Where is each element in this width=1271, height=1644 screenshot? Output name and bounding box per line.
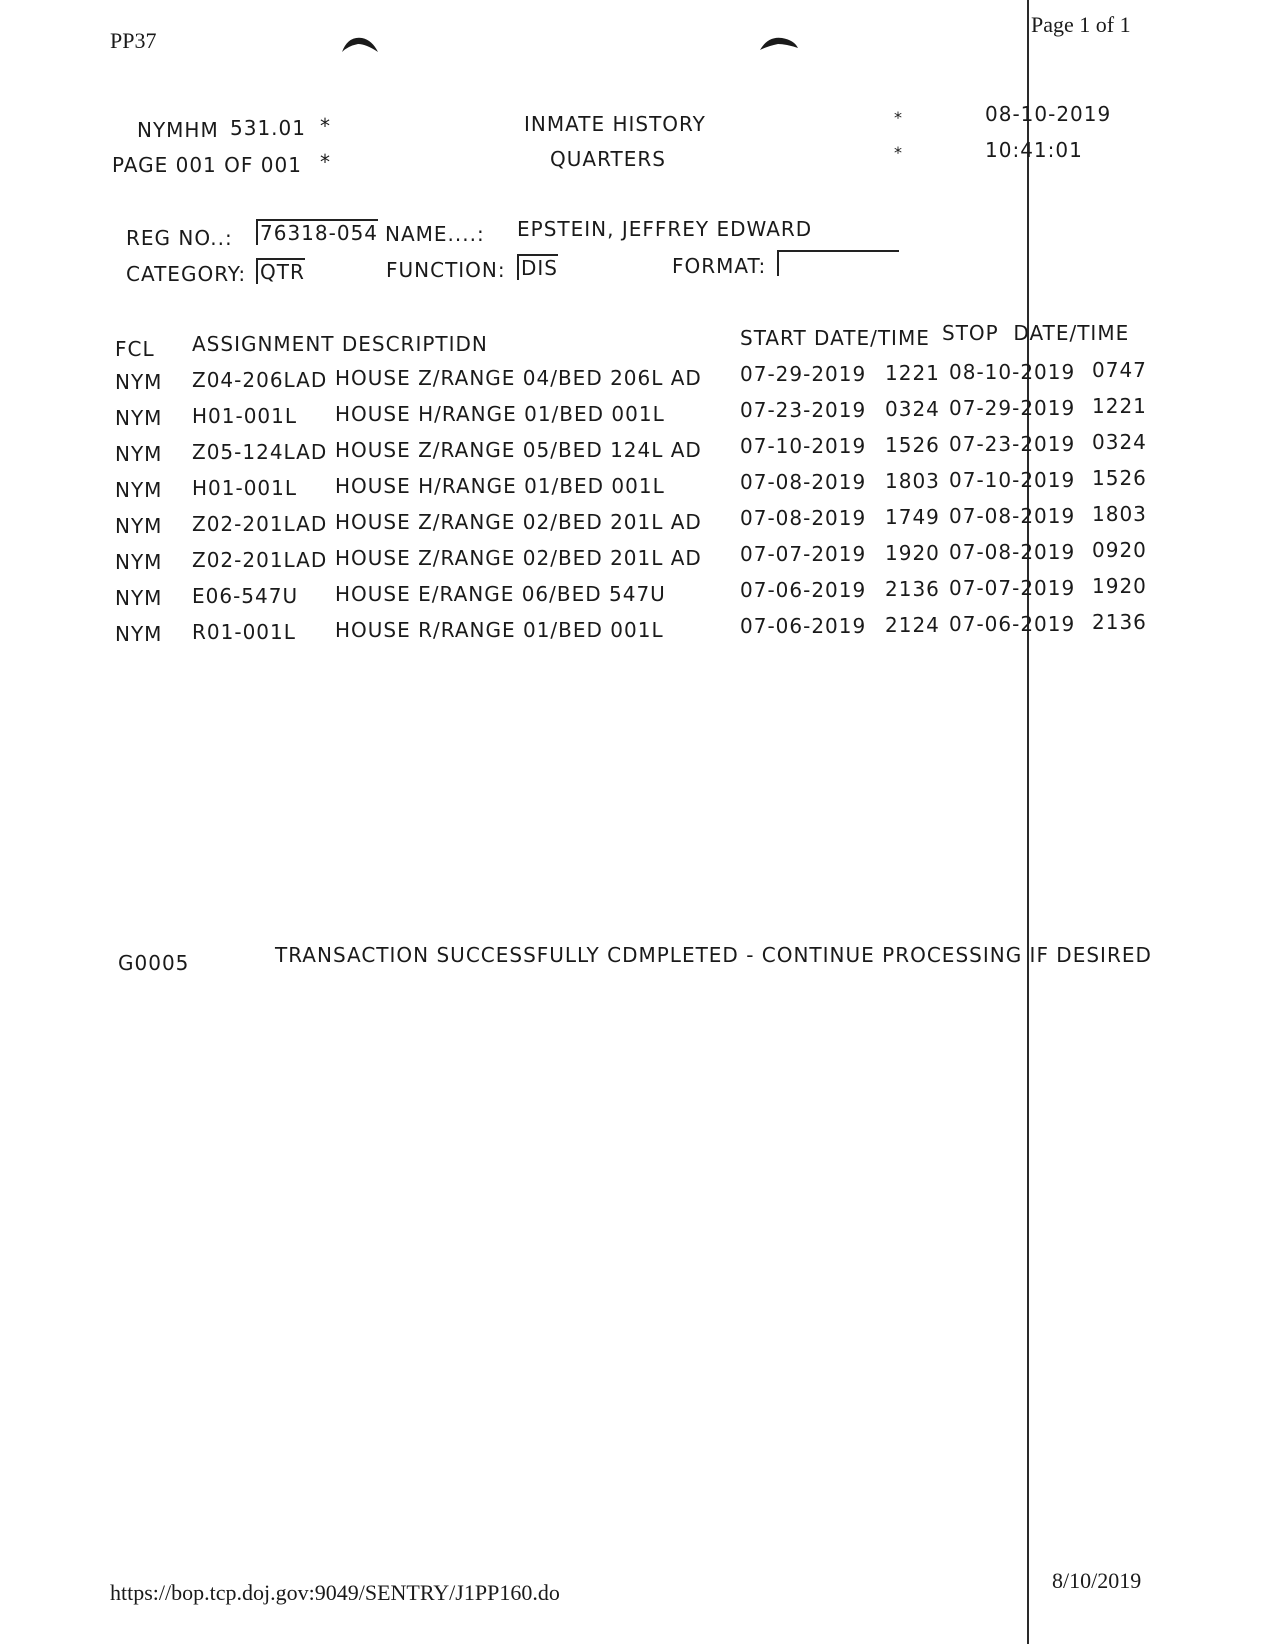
cell-start-date: 07-29-2019: [740, 362, 867, 386]
doc-id: PP37: [110, 28, 157, 53]
cell-description: HOUSE Z/RANGE 02/BED 201L AD: [335, 546, 702, 570]
cell-start-date: 07-08-2019: [740, 470, 867, 494]
cell-start-date: 07-06-2019: [740, 614, 867, 638]
col-header-fcl: FCL: [115, 337, 155, 361]
cell-assignment: Z05-124LAD: [192, 440, 328, 464]
cell-assignment: Z02-201LAD: [192, 512, 328, 536]
col-header-start: START DATE/TIME: [740, 326, 930, 350]
status-code: G0005: [118, 951, 190, 975]
cell-fcl: NYM: [115, 622, 163, 646]
cell-start-date: 07-08-2019: [740, 506, 867, 530]
cell-stop-time: 2136: [1092, 610, 1147, 634]
cell-description: HOUSE Z/RANGE 02/BED 201L AD: [335, 510, 702, 534]
system-code: NYMHM: [137, 118, 219, 142]
cell-start-time: 0324: [885, 397, 940, 421]
cell-description: HOUSE Z/RANGE 04/BED 206L AD: [335, 366, 702, 390]
cell-stop-time: 0920: [1092, 538, 1147, 562]
header-star-2: *: [320, 150, 331, 174]
scan-fold-line: [1027, 0, 1029, 1644]
col-header-assignment: ASSIGNMENT DESCRIPTIDN: [192, 332, 488, 356]
cell-stop-date: 07-10-2019: [949, 468, 1076, 492]
cell-start-time: 1221: [885, 361, 940, 385]
cell-fcl: NYM: [115, 550, 163, 574]
cell-stop-date: 07-08-2019: [949, 540, 1076, 564]
reg-no-field[interactable]: 76318-054: [256, 219, 378, 245]
reg-no-label: REG NO..:: [126, 226, 233, 250]
cell-start-time: 1526: [885, 433, 940, 457]
function-label: FUNCTION:: [386, 258, 506, 282]
cell-stop-date: 07-23-2019: [949, 432, 1076, 456]
cell-description: HOUSE H/RANGE 01/BED 001L: [335, 474, 665, 498]
screen-title: INMATE HISTORY: [524, 112, 706, 136]
category-label: CATEGORY:: [126, 262, 247, 286]
cell-start-date: 07-10-2019: [740, 434, 867, 458]
name-value: EPSTEIN, JEFFREY EDWARD: [517, 217, 813, 241]
col-header-stop: STOP DATE/TIME: [942, 321, 1130, 345]
cell-start-date: 07-06-2019: [740, 578, 867, 602]
cell-stop-time: 1221: [1092, 394, 1147, 418]
screen-page-label: PAGE 001 OF 001: [112, 153, 302, 177]
cell-start-time: 1803: [885, 469, 940, 493]
format-label: FORMAT:: [672, 254, 767, 278]
cell-fcl: NYM: [115, 370, 163, 394]
cell-fcl: NYM: [115, 514, 163, 538]
footer-url: https://bop.tcp.doj.gov:9049/SENTRY/J1PP160.do: [110, 1580, 560, 1605]
cell-stop-time: 1920: [1092, 574, 1147, 598]
cell-start-time: 1749: [885, 505, 940, 529]
header-star: *: [320, 114, 331, 138]
punch-hole-mark-right: [758, 34, 800, 54]
cell-stop-date: 07-06-2019: [949, 612, 1076, 636]
cell-fcl: NYM: [115, 586, 163, 610]
cell-stop-time: 0747: [1092, 358, 1147, 382]
header-date: 08-10-2019: [985, 102, 1112, 126]
cell-fcl: NYM: [115, 406, 163, 430]
screen-number: 531.01: [230, 116, 306, 140]
footer-date: 8/10/2019: [1052, 1568, 1142, 1593]
punch-hole-mark-left: [340, 32, 380, 56]
cell-start-time: 2136: [885, 577, 940, 601]
category-field[interactable]: QTR: [256, 258, 305, 284]
cell-stop-time: 1803: [1092, 502, 1147, 526]
cell-assignment: E06-547U: [192, 584, 299, 608]
cell-assignment: H01-001L: [192, 404, 298, 428]
cell-stop-date: 08-10-2019: [949, 360, 1076, 384]
page-label: Page 1 of 1: [1031, 12, 1131, 37]
header-star-right-2: *: [894, 143, 903, 162]
cell-stop-date: 07-08-2019: [949, 504, 1076, 528]
name-label: NAME....:: [385, 222, 485, 246]
cell-start-time: 2124: [885, 613, 940, 637]
cell-assignment: Z02-201LAD: [192, 548, 328, 572]
function-field[interactable]: DIS: [517, 254, 558, 280]
cell-start-time: 1920: [885, 541, 940, 565]
cell-stop-time: 1526: [1092, 466, 1147, 490]
cell-start-date: 07-07-2019: [740, 542, 867, 566]
cell-fcl: NYM: [115, 478, 163, 502]
cell-assignment: H01-001L: [192, 476, 298, 500]
cell-description: HOUSE Z/RANGE 05/BED 124L AD: [335, 438, 702, 462]
cell-stop-time: 0324: [1092, 430, 1147, 454]
cell-start-date: 07-23-2019: [740, 398, 867, 422]
header-star-right: *: [894, 108, 903, 127]
cell-description: HOUSE R/RANGE 01/BED 001L: [335, 618, 664, 642]
format-field[interactable]: [777, 250, 899, 276]
cell-stop-date: 07-07-2019: [949, 576, 1076, 600]
screen-subtitle: QUARTERS: [550, 147, 666, 171]
header-time: 10:41:01: [985, 138, 1083, 162]
cell-assignment: Z04-206LAD: [192, 368, 328, 392]
cell-description: HOUSE H/RANGE 01/BED 001L: [335, 402, 665, 426]
cell-description: HOUSE E/RANGE 06/BED 547U: [335, 582, 666, 606]
cell-assignment: R01-001L: [192, 620, 296, 644]
status-message: TRANSACTION SUCCESSFULLY CDMPLETED - CONTINUE PROCESSING IF DESIRED: [275, 943, 1152, 967]
cell-stop-date: 07-29-2019: [949, 396, 1076, 420]
cell-fcl: NYM: [115, 442, 163, 466]
